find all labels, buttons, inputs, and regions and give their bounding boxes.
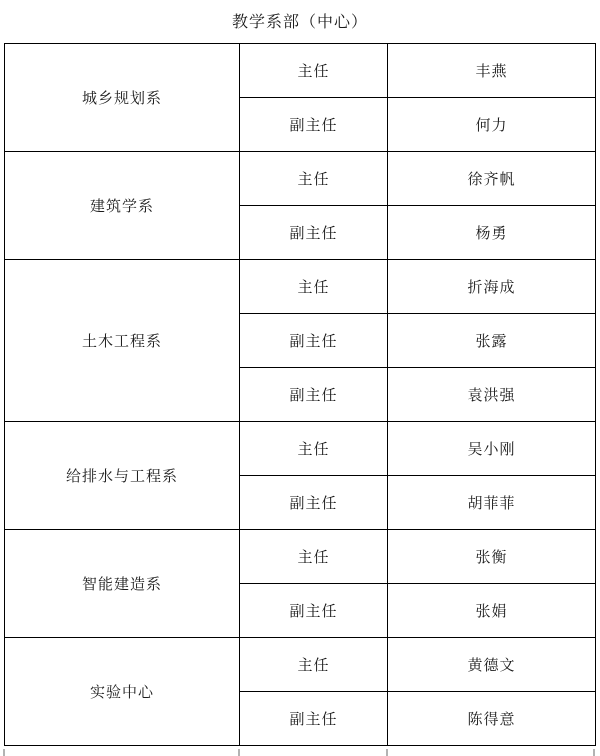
name-cell: 胡菲菲 xyxy=(388,476,596,530)
position-cell: 主任 xyxy=(240,530,388,584)
department-cell: 土木工程系 xyxy=(5,260,240,422)
table-continuation-line xyxy=(593,749,595,756)
name-cell: 张衡 xyxy=(388,530,596,584)
position-cell: 主任 xyxy=(240,260,388,314)
position-cell: 主任 xyxy=(240,638,388,692)
department-cell: 建筑学系 xyxy=(5,152,240,260)
name-cell: 黄德文 xyxy=(388,638,596,692)
name-cell: 吴小刚 xyxy=(388,422,596,476)
table-row xyxy=(5,260,596,314)
table-row xyxy=(5,44,596,98)
table-row xyxy=(5,530,596,584)
name-cell: 徐齐帆 xyxy=(388,152,596,206)
position-cell: 副主任 xyxy=(240,368,388,422)
name-cell: 何力 xyxy=(388,98,596,152)
position-cell: 副主任 xyxy=(240,584,388,638)
position-cell: 副主任 xyxy=(240,692,388,746)
table-continuation-line xyxy=(386,749,388,756)
department-cell: 给排水与工程系 xyxy=(5,422,240,530)
position-cell: 副主任 xyxy=(240,314,388,368)
name-cell: 袁洪强 xyxy=(388,368,596,422)
department-cell: 实验中心 xyxy=(5,638,240,746)
position-cell: 主任 xyxy=(240,152,388,206)
page-title: 教学系部（中心） xyxy=(231,14,368,31)
position-cell: 副主任 xyxy=(240,98,388,152)
table-continuation-line xyxy=(238,749,240,756)
table-continuation-line xyxy=(3,749,5,756)
name-cell: 丰燕 xyxy=(388,44,596,98)
name-cell: 张娟 xyxy=(388,584,596,638)
department-cell: 智能建造系 xyxy=(5,530,240,638)
name-cell: 杨勇 xyxy=(388,206,596,260)
name-cell: 折海成 xyxy=(388,260,596,314)
position-cell: 主任 xyxy=(240,44,388,98)
position-cell: 主任 xyxy=(240,422,388,476)
departments-table xyxy=(4,43,596,746)
name-cell: 陈得意 xyxy=(388,692,596,746)
table-row xyxy=(5,422,596,476)
position-cell: 副主任 xyxy=(240,476,388,530)
department-cell: 城乡规划系 xyxy=(5,44,240,152)
position-cell: 副主任 xyxy=(240,206,388,260)
name-cell: 张露 xyxy=(388,314,596,368)
table-row xyxy=(5,638,596,692)
table-row xyxy=(5,152,596,206)
